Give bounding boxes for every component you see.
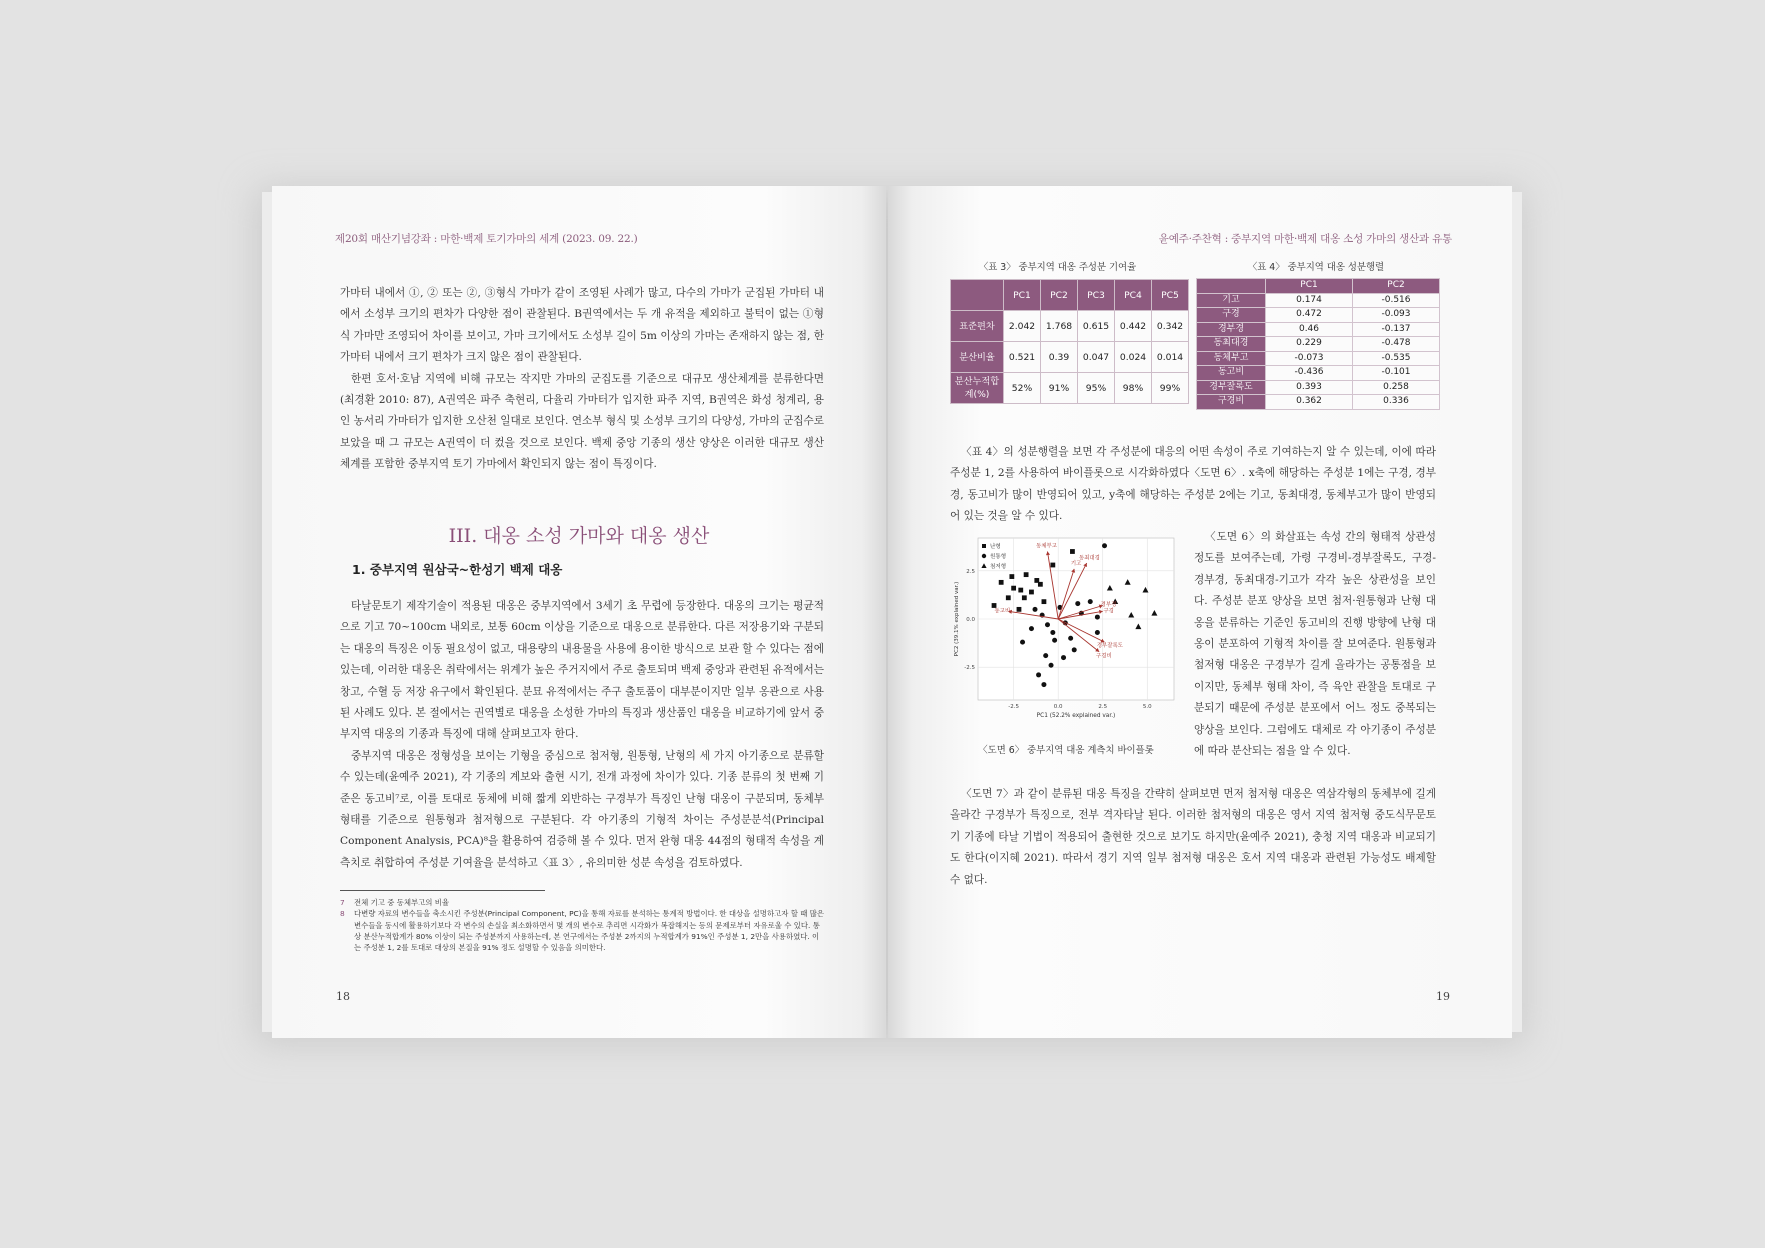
point-circle [1029,626,1034,631]
table-row-header: 동체부고 [1197,351,1266,366]
footnote [340,897,824,908]
legend-label: 첨저형 [990,564,1007,570]
x-tick-label: 5.0 [1142,704,1152,710]
table-row [1197,366,1440,381]
loading-label: 기고 [1070,561,1082,568]
table-header-cell: PC1 [1266,279,1353,294]
footnote-text: 전체 기고 중 동체부고의 비율 [354,898,450,907]
table-cell: 0.258 [1353,380,1440,395]
table-header-row [951,280,1189,311]
figure-caption: 〈도면 6〉 중부지역 대옹 계측치 바이플롯 [978,745,1154,756]
table3-caption: 〈표 3〉 중부지역 대옹 주성분 기여율 [978,262,1137,273]
right-body-2 [1194,527,1436,762]
x-tick-label: -2.5 [1008,704,1020,710]
table-row [951,373,1189,404]
table-cell: 95% [1078,373,1115,404]
table-cell: 0.362 [1266,395,1353,410]
x-tick-label: 0.0 [1053,704,1063,710]
table-row-header: 표준편차 [951,311,1004,342]
loading-label: 경부잘록도 [1096,642,1123,649]
table-row [1197,308,1440,323]
table-cell: 0.615 [1078,311,1115,342]
point-square [1070,549,1075,554]
paragraph: 한편 호서·호남 지역에 비해 규모는 작지만 가마의 군집도를 기준으로 대규모 생산체계를 분류한다면(최경환 2010: 87), A권역은 파주 축현리, 다율리 가마터가 입지한 파주 지역, B권역은 화성 청계리, 용인 농서리 가마터가 입지한 오산천 일대로 보인다. 연소부 형식 및 소성부 크기의 다양성, 가마의 군집수로 보았을 때 그 규모는 A권역이 더 컸을 것으로 보인다. 백제 중앙 기종의 생산 양상은 이러한 대규모 생산체계를 포함한 중부지역 토기 가마에서 확인되지 않는 점이 특징이다. [340,372,824,471]
point-square [1017,607,1022,612]
paragraph: 중부지역 대옹은 정형성을 보이는 기형을 중심으로 첨저형, 원통형, 난형의 세 가지 아기종으로 분류할 수 있는데(윤예주 2021), 각 기종의 계보와 출현 시기, 전개 과정에 차이가 있다. 기종 분류의 첫 번째 기준은 동고비⁷로, 이를 토대로 동체에 비해 짧게 외반하는 구경부가 특징인 난형 대옹이 구분되며, 동체부 형태를 기준으로 원통형과 첨저형으로 구분된다. 각 아기종의 기형적 차이는 주성분분석(Principal Component Analysis, PCA)⁸을 활용하여 검증해 볼 수 있다. 먼저 완형 대옹 44점의 형태적 속성을 계측치로 취합하여 주성분 기여율을 분석하고〈표 3〉, 유의미한 성분 속성을 검토하였다. [340,749,824,869]
right-body-1 [950,442,1436,528]
left-body-top [340,283,824,476]
table-cell: 0.393 [1266,380,1353,395]
table-row [1197,322,1440,337]
table-cell: 0.46 [1266,322,1353,337]
table-cell: -0.137 [1353,322,1440,337]
y-axis-label: PC2 (39.1% explained var.) [954,581,960,657]
point-circle [1075,601,1080,606]
loading-label: 동최대경 [1078,555,1100,562]
point-circle [1095,615,1100,620]
table-3 [950,279,1189,404]
legend-circle-icon [982,554,986,558]
point-circle [1033,607,1038,612]
y-tick-label: -2.5 [964,665,975,672]
point-circle [1050,630,1055,635]
section-title: III. 대옹 소성 가마와 대옹 생산 [448,525,710,547]
point-square [1011,586,1016,591]
table-header-cell: PC4 [1115,280,1152,311]
paragraph: 〈도면 7〉과 같이 분류된 대옹 특징을 간략히 살펴보면 먼저 첨저형 대옹은 역삼각형의 동체부에 길게 올라간 구경부가 특징으로, 전부 격자타날 된다. 이러한 첨저형의 대옹은 영서 지역 첨저형 중도식무문토기 기종에 타날 기법이 적용되어 출현한 것으로 보기도 하지만(윤예주 2021), 충청 지역 대옹과 비교되기도 한다(이지혜 2021). 따라서 경기 지역 일부 첨저형 대옹은 호서 지역 대옹과 관련된 가능성도 배제할 수 없다. [950,788,1436,886]
table-cell: 0.472 [1266,308,1353,323]
table-row-header: 구경비 [1197,395,1266,410]
point-circle [1052,638,1057,643]
table-row-header: 구경 [1197,308,1266,323]
point-circle [1049,663,1054,668]
footnote-rule [340,890,545,891]
table-cell: -0.093 [1353,308,1440,323]
point-circle [1102,543,1107,548]
table-header-row [1197,279,1440,294]
table-header-cell: PC1 [1004,280,1041,311]
table-row [951,311,1189,342]
table-row-header: 동고비 [1197,366,1266,381]
point-square [1006,595,1011,600]
page-number: 19 [1436,990,1450,1003]
subsection-title: 1. 중부지역 원삼국~한성기 백제 대옹 [352,562,563,577]
y-tick-label: 0.0 [966,617,975,623]
biplot-chart [950,532,1182,732]
point-square [1038,582,1043,587]
table-cell: 0.39 [1041,342,1078,373]
point-circle [1072,647,1077,652]
table-cell: 0.336 [1353,395,1440,410]
footnote-text: 다변량 자료의 변수들을 축소시킨 주성분(Principal Component, PC)을 통해 자료를 분석하는 통계적 방법이다. 한 대상을 설명하고자 할 때 많은 변수들을 동시에 활용하기보다 각 변수의 손실을 최소화하면서 몇 개의 변수로 추리면 시각화가 복잡해지는 등의 문제로부터 자유로울 수 있다. 통상 분산누적합계가 80% 이상이 되는 주성분까지 사용하는데, 본 연구에서는 주성분 2까지의 누적합계가 91%인 주성분 1, 2만을 사용하였다. 이는 주성분 1, 2를 토대로 대상의 본질을 91% 정도 설명할 수 있음을 의미한다. [354,909,824,953]
footnote-number: 7 [340,898,345,907]
table-cell: 91% [1041,373,1078,404]
table-cell: 0.229 [1266,337,1353,352]
legend-label: 난형 [990,544,1001,550]
point-circle [1036,672,1041,677]
biplot-figure [950,532,1182,732]
table-cell: -0.073 [1266,351,1353,366]
point-circle [1095,630,1100,635]
loading-label: 동체부고 [1036,543,1057,550]
table-cell: 52% [1004,373,1041,404]
table-row-header: 경부잘록도 [1197,380,1266,395]
table-row-header: 동최대경 [1197,337,1266,352]
table-cell: 99% [1152,373,1189,404]
paragraph: 타날문토기 제작기술이 적용된 대옹은 중부지역에서 3세기 초 무렵에 등장한다. 대옹의 크기는 평균적으로 기고 70~100cm 내외로, 보통 60cm 이상을 기준으로 대옹으로 분류한다. 다른 저장용기와 구분되는 대옹의 특징은 이동 필요성이 없고, 대용량의 내용물을 사용에 용이한 방식으로 보관 할 수 있다는 점에 있는데, 이러한 대옹은 취락에서는 위계가 높은 주거지에서 주로 출토되며 백제 중앙과 관련된 유적에서는 창고, 수혈 등 저장 유구에서 확인된다. 분묘 유적에서는 주구 출토품이 대부분이지만 일부 옹관으로 사용된 사례도 있다. 본 절에서는 권역별로 대옹을 소성한 가마의 특징과 생산품인 대옹을 비교하기에 앞서 중부지역 대옹의 기종과 특징에 대해 살펴보고자 한다. [340,600,824,741]
footnote [340,908,824,953]
table-row-header: 기고 [1197,293,1266,308]
point-square [992,603,997,608]
table-cell: 1.768 [1041,311,1078,342]
table-row-header: 분산누적합계(%) [951,373,1004,404]
paragraph: 〈도면 6〉의 화살표는 속성 간의 형태적 상관성 정도를 보여주는데, 가령 구경비-경부잘록도, 구경-경부경, 동최대경-기고가 각각 높은 상관성을 보인다. 주성분 분포 양상을 보면 첨저·원통형과 난형 대옹을 분류하는 기준인 동고비의 진행 방향에 난형 대옹이 분포하여 기형적 차이를 잘 보여준다. 원통형과 첨저형 대옹은 구경부가 길게 올라가는 공통점을 보이지만, 동체부 형태 차이, 즉 육안 관찰을 토대로 구분되기 때문에 주성분 분포에서 어느 정도 중복되는 양상을 보인다. 그럼에도 대체로 각 아기종이 주성분에 따라 분산되는 점을 알 수 있다. [1194,531,1436,758]
point-square [1022,595,1027,600]
table-header-cell [1197,279,1266,294]
loading-label: 경부경 [1100,601,1117,608]
paragraph: 〈표 4〉의 성분행렬을 보면 각 주성분에 대응의 어떤 속성이 주로 기여하는지 알 수 있는데, 이에 따라 주성분 1, 2를 사용하여 바이플롯으로 시각화하였다〈도면 6〉. x축에 해당하는 주성분 1에는 구경, 경부경, 동고비가 많이 반영되어 있고, y축에 해당하는 주성분 2에는 기고, 동최대경, 동체부고가 많이 반영되어 있는 것을 알 수 있다. [950,446,1436,523]
x-axis-label: PC1 (52.2% explained var.) [1036,713,1116,719]
table-cell: 0.342 [1152,311,1189,342]
point-square [1042,599,1047,604]
footnote-number: 8 [340,909,345,919]
table-header-cell [951,280,1004,311]
y-tick-label: 2.5 [966,568,975,575]
table-row [1197,337,1440,352]
table-cell: 0.174 [1266,293,1353,308]
table-row [951,342,1189,373]
table-header-cell: PC5 [1152,280,1189,311]
loading-label: 구경 [1103,608,1114,615]
footnotes [340,897,824,953]
right-body-3 [950,784,1436,891]
table-row [1197,293,1440,308]
table-header-cell: PC2 [1353,279,1440,294]
table-row [1197,380,1440,395]
point-circle [1061,655,1066,660]
point-circle [1088,599,1093,604]
x-tick-label: 2.5 [1098,704,1108,710]
table-cell: -0.436 [1266,366,1353,381]
table-cell: 0.521 [1004,342,1041,373]
legend-label: 원통형 [990,554,1007,560]
point-square [1050,563,1055,568]
point-square [1029,590,1034,595]
table-cell: 0.014 [1152,342,1189,373]
table-cell: 0.442 [1115,311,1152,342]
table-cell: 0.024 [1115,342,1152,373]
point-square [1009,574,1014,579]
right-page [888,186,1512,1038]
table-header-cell: PC3 [1078,280,1115,311]
table-cell: -0.478 [1353,337,1440,352]
table-row [1197,395,1440,410]
left-page [272,186,886,1038]
paragraph: 가마터 내에서 ①, ② 또는 ②, ③형식 가마가 같이 조영된 사례가 많고, 다수의 가마가 군집된 가마터 내에서 소성부 크기의 편차가 다양한 점이 관찰된다. B권역에서는 두 개 유적을 제외하고 불턱이 없는 ①형식 가마만 조영되어 차이를 보이고, 가마 크기에서도 소성부 길이 5m 이상의 가마는 존재하지 않는 점, 한 가마터 내에서 크기 편차가 크지 않은 점이 관찰된다. [340,287,824,364]
point-circle [1043,653,1048,658]
point-circle [1068,636,1073,641]
table-cell: -0.535 [1353,351,1440,366]
legend-square-icon [982,544,986,548]
page-number: 18 [336,990,350,1003]
table-cell: -0.516 [1353,293,1440,308]
point-square [999,580,1004,585]
point-square [1018,588,1023,593]
table-cell: 0.047 [1078,342,1115,373]
point-circle [1041,682,1046,687]
table-4 [1196,278,1440,410]
table-header-cell: PC2 [1041,280,1078,311]
left-running-head: 제20회 매산기념강좌 : 마한·백제 토기가마의 세계 (2023. 09. 22.) [335,233,638,245]
table-row-header: 분산비율 [951,342,1004,373]
table-row [1197,351,1440,366]
table-row-header: 경부경 [1197,322,1266,337]
loading-label: 구경비 [1096,653,1112,660]
point-square [1024,572,1029,577]
point-circle [1045,622,1050,627]
right-running-head: 윤예주·주찬혁 : 중부지역 마한·백제 대옹 소성 가마의 생산과 유통 [1158,233,1452,245]
loading-label: 동고비 [994,608,1011,615]
table-cell: 2.042 [1004,311,1041,342]
left-body-main [340,596,824,874]
point-circle [1020,640,1025,645]
table-cell: 98% [1115,373,1152,404]
table-cell: -0.101 [1353,366,1440,381]
table4-caption: 〈표 4〉 중부지역 대옹 성분행렬 [1247,262,1385,273]
